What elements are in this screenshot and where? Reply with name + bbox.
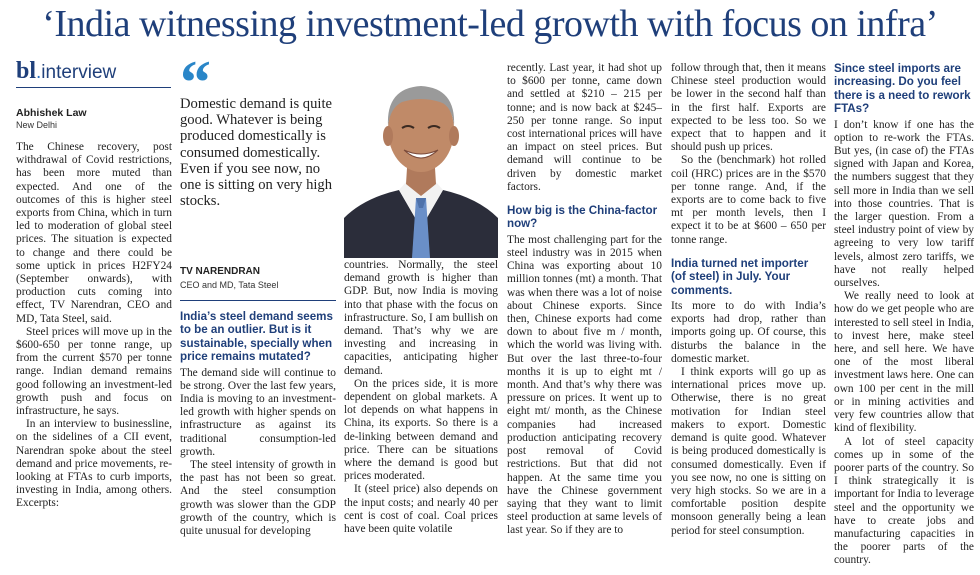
paragraph: follow through that, then it means Chinese steel production would be lower in the second half than in the first half. Exports are expected to be less too. So we expect that to happen and it should push up prices. xyxy=(671,62,826,154)
paragraph: On the prices side, it is more dependent on global markets. A lot depends on what happens in China, its exports. So there is a de-linking between demand and price. There can be situations where the demand is good but prices moderated. xyxy=(344,377,498,483)
question-heading: India’s steel demand seems to be an outlier. But is it sustainable, specially when price remains mutated? xyxy=(180,310,333,364)
bl-logo: bl xyxy=(16,58,37,84)
paragraph: We really need to look at how do we get people who are interested to sell steel in India, to invest here, make steel here, and sell here. We have one of the most liberal investment laws here. One can own 100 per cent in the mill or in mining activities and very few countries allow that kind of flexibility. xyxy=(834,290,974,435)
article-column-3 xyxy=(344,259,498,536)
quote-mark-icon: “ xyxy=(180,49,211,117)
paragraph: Its more to do with India’s exports had drop, rather than imports going up. Of course, this disturbs the balance in the domestic market. xyxy=(671,300,826,365)
paragraph: countries. Normally, the steel demand growth is higher than GDP. But, now India is moving into that phase with the focus on infrastructure. So, I am bullish on demand. That’s why we are investing and increasing in capacities, anticipating higher demand. xyxy=(344,259,498,377)
headline: ‘India witnessing investment-led growth with focus on infra’ xyxy=(42,3,938,45)
article-column-1 xyxy=(16,141,172,511)
paragraph: The Chinese recovery, post withdrawal of Covid restrictions, has been more muted than expected. And one of the outcomes of this is higher steel exports from China, which in turn led to moderation of global steel prices. The situation is expected to change and there could be some uptick in prices H2FY24 (September onwards), with production cuts coming into effect, TV Narendran, CEO and MD, Tata Steel, said. xyxy=(16,141,172,325)
paragraph: A lot of steel capacity comes up in some of the poorer parts of the country. So I think strategically it is important for India to leverage steel and the opportunity we have to create jobs and manufacturing capacities in the poorer parts of the country. xyxy=(834,435,974,567)
paragraph: Steel prices will move up in the $600-650 per tonne range, up from the current $570 per tonne range. Indian demand remains good following an investment-led growth push and focus on infrastructure, he says. xyxy=(16,325,172,418)
paragraph: I don’t know if one has the option to re-work the FTAs. But yes, (in case of) the FTAs signed with Japan and Korea, the numbers suggest that they sell more in India than we sell into those countries. That is the larger question. From a steel industry point of view by agreeing to very low tariff levels, almost zero tariffs, we have not really helped ourselves. xyxy=(834,118,974,290)
bl-logo-dot: . xyxy=(36,62,42,83)
question-heading: How big is the China-factor now? xyxy=(507,204,658,231)
article-column-4 xyxy=(507,62,662,538)
paragraph: recently. Last year, it had shot up to $600 per tonne, came down and settled at $210 – 215 per tonne; and is now back at $245–250 per tonne range. So input cost international prices will have an impact on steel prices. But demand will continue to be driven by domestic market factors. xyxy=(507,62,662,193)
paragraph: I think exports will go up as international prices move up. Otherwise, there is no great motivation for Indian steel makers to export. Domestic demand is quite good. Whatever is being produced domestically is consumed domestically. Even if you see now, no one is sitting on very high stocks. So we are in a comfortable position despite monsoon generally being a lean period for steel consumption. xyxy=(671,366,826,537)
speaker-title: CEO and MD, Tata Steel xyxy=(180,280,279,290)
paragraph: The steel intensity of growth in the past has not been so great. And the steel consumption growth was slower than the GDP growth of the country, which is quite unusual for developing xyxy=(180,459,336,538)
column-divider xyxy=(180,300,336,301)
brand-rule xyxy=(16,87,171,88)
paragraph: The most challenging part for the steel industry was in 2015 when China was exporting about 10 million tonnes (mt) a month. That was when there was a lot of noise about Chinese exports. Since then, Chinese exports had come down to about five m / month, which the world was living with. But over the last three-to-four months it is up to eight mt / month. And that’s why there was pressure on prices. It went up to eight mt/ month, as the Chinese companies had increased production anticipating recovery post removal of Covid restrictions. But that did not happen. At the same time you have the Chinese government saying that they want to limit steel production at same levels of last year. So if they are to xyxy=(507,233,662,537)
speaker-photo xyxy=(344,58,498,258)
question-heading: India turned net importer (of steel) in July. Your comments. xyxy=(671,256,809,297)
byline-location: New Delhi xyxy=(16,120,58,130)
article-column-2 xyxy=(180,310,336,538)
paragraph: It (steel price) also depends on the input costs; and nearly 40 per cent is cost of coal. Coal prices have been quite volatile xyxy=(344,483,498,536)
article-column-6 xyxy=(834,62,974,568)
section-brand xyxy=(16,58,116,85)
paragraph: The demand side will continue to be strong. Over the last few years, India is moving to an investment-led growth with higher spends on infrastructure as against its traditional consumption-led growth. xyxy=(180,366,336,458)
paragraph: In an interview to businessline, on the sidelines of a CII event, Narendran spoke about the steel demand and price movements, re-looking at FTAs to curb imports, investing in India, among others. Excerpts: xyxy=(16,418,172,510)
pull-quote: Domestic demand is quite good. Whatever is being produced domestically is consumed domestically. Even if you see now, no one is sitting on very high stocks. xyxy=(180,96,333,210)
paragraph: So the (benchmark) hot rolled coil (HRC) prices are in the $570 per tonne range. And, if the exports are to come back to five mt per month levels, then I expect it to be at $600 – 650 per tonne range. xyxy=(671,154,826,246)
byline-author: Abhishek Law xyxy=(16,107,87,119)
article-column-5 xyxy=(671,62,826,538)
question-heading: Since steel imports are increasing. Do you feel there is a need to rework FTAs? xyxy=(834,62,971,116)
speaker-name: TV NARENDRAN xyxy=(180,266,260,277)
section-label: interview xyxy=(41,62,117,83)
